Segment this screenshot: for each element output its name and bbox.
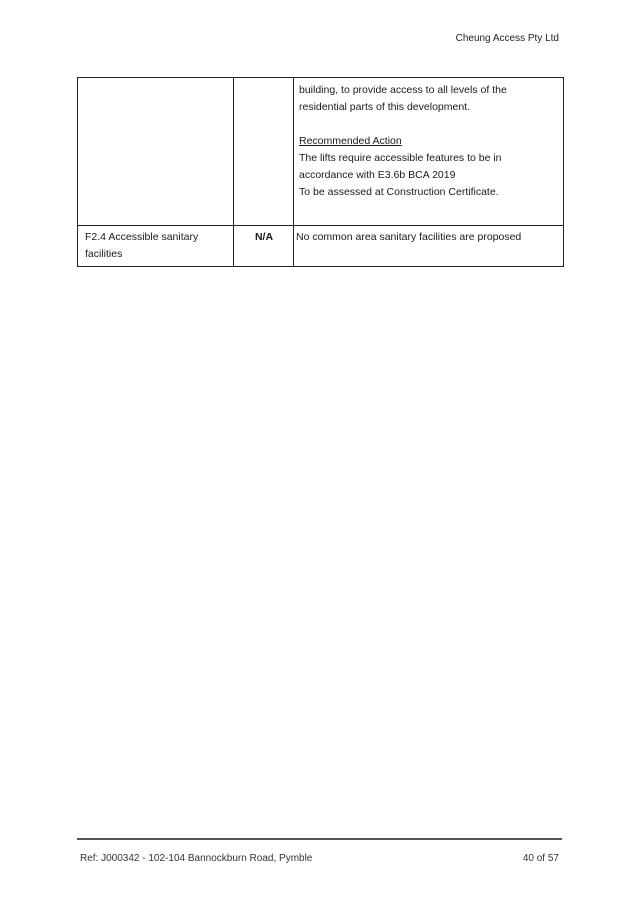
footer-divider <box>77 838 562 840</box>
clause-cell <box>78 78 234 226</box>
clause-cell <box>78 226 234 267</box>
comment-line: residential parts of this development. <box>299 101 471 113</box>
page-number: 40 of 57 <box>522 853 559 864</box>
recommended-line: accordance with E3.6b BCA 2019 <box>299 169 456 181</box>
status-cell <box>234 78 294 226</box>
comment-cell <box>294 78 564 226</box>
recommended-action-heading: Recommended Action <box>299 135 402 147</box>
comment-text: No common area sanitary facilities are proposed <box>296 231 522 243</box>
clause-text: F2.4 Accessible sanitary facilities <box>85 231 199 260</box>
compliance-table <box>77 77 564 267</box>
footer-reference: Ref: J000342 - 102-104 Bannockburn Road, Pymble <box>80 853 313 864</box>
recommended-line: To be assessed at Construction Certificate. <box>299 186 499 198</box>
status-cell <box>234 226 294 267</box>
table-row <box>78 226 564 267</box>
comment-line: building, to provide access to all levels of the <box>299 84 507 96</box>
company-name: Cheung Access Pty Ltd <box>455 33 559 44</box>
recommended-line: The lifts require accessible features to be in <box>299 152 502 164</box>
status-text: N/A <box>254 231 274 243</box>
comment-cell <box>294 226 564 267</box>
table-row <box>78 78 564 226</box>
